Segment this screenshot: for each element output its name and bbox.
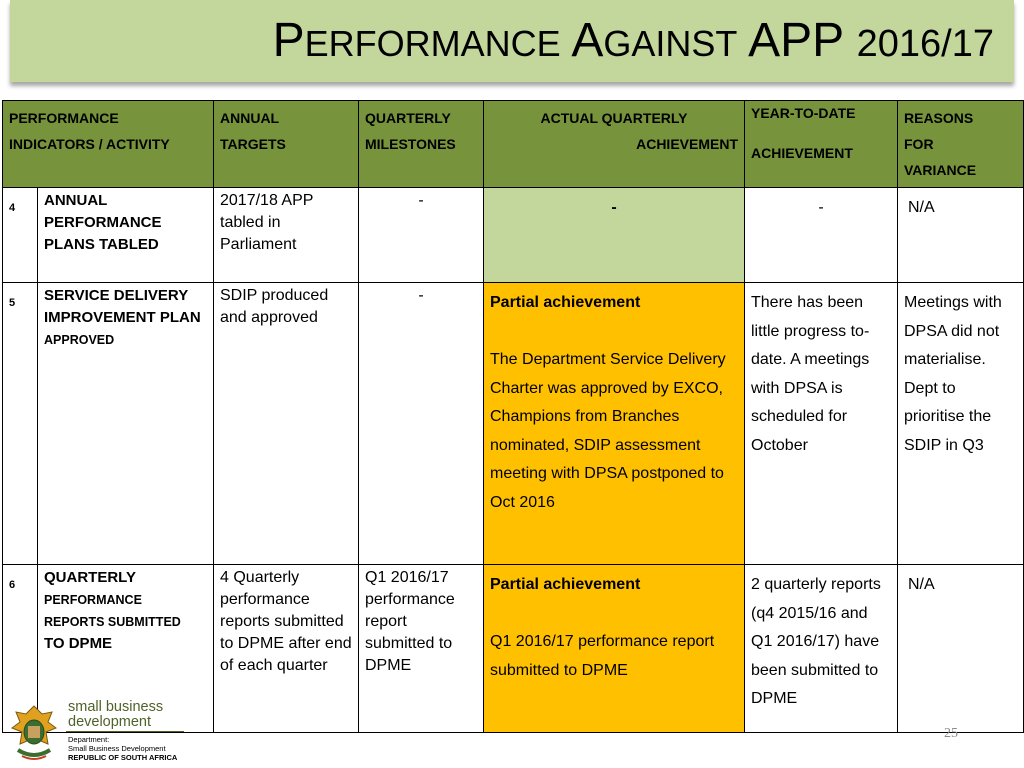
target-cell: 2017/18 APP tabled in Parliament <box>214 188 359 283</box>
indicator-cell: SERVICE DELIVERY IMPROVEMENT PLAN APPROVED <box>38 283 214 565</box>
performance-table <box>2 100 1024 733</box>
table-row <box>3 283 1024 565</box>
actual-cell <box>484 283 745 565</box>
header-actual-achievement: ACTUAL QUARTERLY ACHIEVEMENT <box>484 101 745 188</box>
actual-cell: - <box>484 188 745 283</box>
row-number: 4 <box>3 188 38 283</box>
header-quarterly-milestones: QUARTERLY MILESTONES <box>359 101 484 188</box>
indicator-cell: ANNUAL PERFORMANCE PLANS TABLED <box>38 188 214 283</box>
page-title: PERFORMANCE AGAINST APP 2016/17 <box>272 14 994 67</box>
header-annual-targets: ANNUAL TARGETS <box>214 101 359 188</box>
department-label: Department: Small Business Development REPUBLIC OF SOUTH AFRICA <box>68 735 178 762</box>
header-indicators: PERFORMANCE INDICATORS / ACTIVITY <box>3 101 214 188</box>
milestone-cell: - <box>359 283 484 565</box>
actual-status: Partial achievement <box>490 294 641 311</box>
milestone-cell: - <box>359 188 484 283</box>
header-reasons-variance: REASONS FOR VARIANCE <box>898 101 1024 188</box>
coat-of-arms-icon <box>8 702 60 764</box>
ytd-cell: - <box>745 188 898 283</box>
actual-status: Partial achievement <box>490 576 641 593</box>
reason-cell: N/A <box>898 565 1024 733</box>
reason-cell: N/A <box>898 188 1024 283</box>
title-bar <box>10 0 1014 82</box>
ytd-cell: There has been little progress to-date. A meetings with DPSA is scheduled for October <box>745 283 898 565</box>
reason-cell: Meetings with DPSA did not materialise. Dept to prioritise the SDIP in Q3 <box>898 283 1024 565</box>
row-number: 6 <box>3 565 38 733</box>
header-ytd-achievement: YEAR-TO-DATE ACHIEVEMENT <box>745 101 898 188</box>
actual-cell <box>484 565 745 733</box>
footer-logo <box>8 700 208 766</box>
indicator-cell: QUARTERLY PERFORMANCE REPORTS SUBMITTED TO DPME <box>38 565 214 733</box>
ytd-cell: 2 quarterly reports (q4 2015/16 and Q1 2016/17) have been submitted to DPME <box>745 565 898 733</box>
page-number: 25 <box>944 726 958 741</box>
milestone-cell: Q1 2016/17 performance report submitted to DPME <box>359 565 484 733</box>
target-cell: 4 Quarterly performance reports submitted to DPME after end of each quarter <box>214 565 359 733</box>
brand-name: small business development <box>68 699 164 730</box>
brand-divider <box>66 731 184 732</box>
row-number: 5 <box>3 283 38 565</box>
actual-detail: Q1 2016/17 performance report submitted to DPME <box>490 633 715 679</box>
target-cell: SDIP produced and approved <box>214 283 359 565</box>
table-header-row <box>3 101 1024 188</box>
actual-detail: The Department Service Delivery Charter was approved by EXCO, Champions from Branches nominated, SDIP assessment meeting with DPSA postponed to Oct 2016 <box>490 351 726 511</box>
table-row <box>3 188 1024 283</box>
